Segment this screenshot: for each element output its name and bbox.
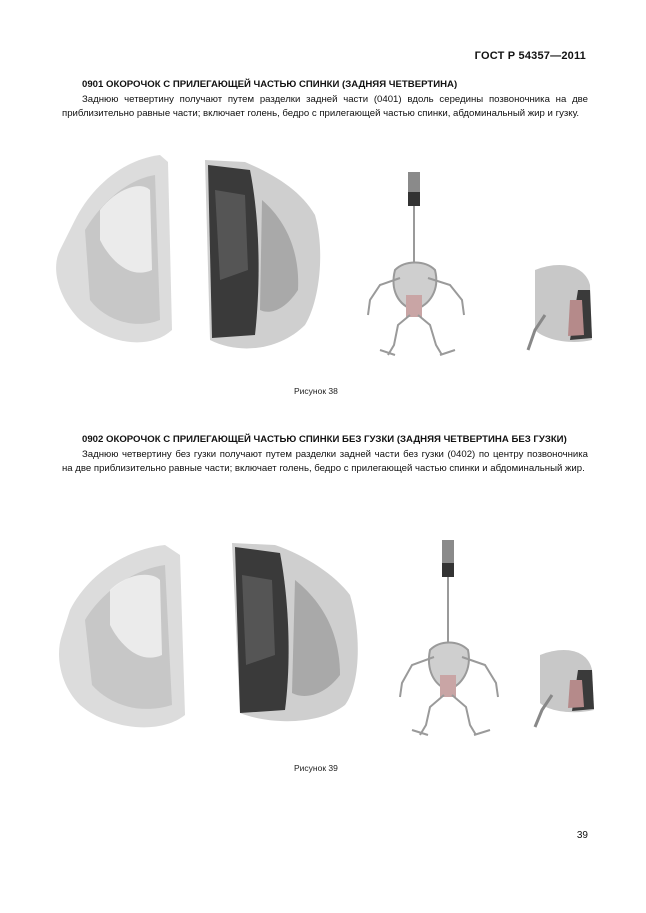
meat-photo-inner (232, 543, 358, 721)
section-body: Заднюю четвертину без гузки получают путем разделки задней части без гузки (0402) по центру позвоночника на две приблизительно равные части; включает голень, бедро с прилегающей частью спинки и абдоминальный жир. (62, 449, 588, 474)
figure-caption: Рисунок 39 (294, 763, 338, 773)
meat-photo-inner (205, 160, 320, 348)
section-0901 (62, 78, 588, 121)
skeleton-diagram (400, 540, 498, 735)
figure-caption: Рисунок 38 (294, 386, 338, 396)
section-title: 0901 ОКОРОЧОК С ПРИЛЕГАЮЩЕЙ ЧАСТЬЮ СПИНКИ (ЗАДНЯЯ ЧЕТВЕРТИНА) (82, 79, 458, 90)
meat-photo-outer (56, 155, 172, 342)
section-title: 0902 ОКОРОЧОК С ПРИЛЕГАЮЩЕЙ ЧАСТЬЮ СПИНКИ БЕЗ ГУЗКИ (ЗАДНЯЯ ЧЕТВЕРТИНА БЕЗ ГУЗКИ) (82, 434, 567, 445)
section-0902 (62, 433, 588, 476)
cut-location-diagram (535, 650, 594, 727)
document-standard-number: ГОСТ Р 54357—2011 (474, 50, 586, 62)
skeleton-diagram (368, 172, 464, 355)
figure-38 (0, 150, 646, 396)
page-number: 39 (576, 830, 588, 841)
figure-39 (0, 535, 646, 773)
section-body: Заднюю четвертину получают путем разделки задней части (0401) вдоль середины позвоночника на две приблизительно равные части; включает голень, бедро с прилегающей частью спинки, абдоминальный жир и гузку. (62, 94, 588, 119)
cut-location-diagram (528, 265, 592, 350)
meat-photo-outer (59, 545, 185, 727)
